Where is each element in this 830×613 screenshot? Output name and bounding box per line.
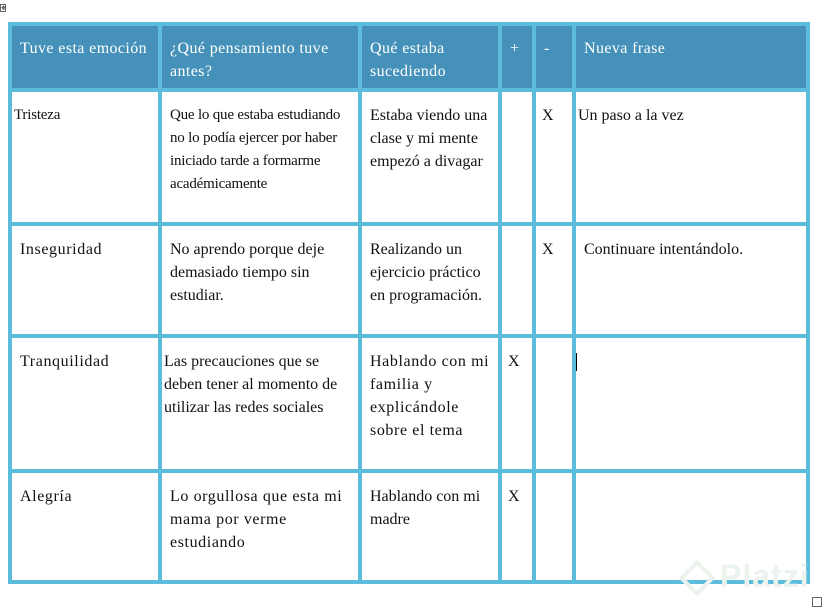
header-situation-text: Qué estaba sucediendo — [370, 40, 446, 80]
plus-mark: X — [508, 488, 520, 505]
emotion-text: Alegría — [20, 488, 73, 505]
cell-minus[interactable] — [534, 336, 574, 471]
header-new-phrase[interactable] — [574, 24, 808, 90]
cell-plus[interactable] — [500, 471, 534, 582]
minus-mark — [536, 473, 572, 485]
cell-new-phrase[interactable] — [574, 90, 808, 224]
cell-new-phrase[interactable] — [574, 336, 808, 471]
cell-thought[interactable] — [160, 471, 360, 582]
emotion-thought-table — [8, 22, 810, 584]
header-plus-text: + — [510, 40, 520, 57]
cell-plus[interactable] — [500, 224, 534, 336]
table-resize-handle[interactable] — [812, 597, 822, 607]
table-move-handle[interactable]: ✥ — [1, 5, 7, 12]
plus-mark: X — [508, 353, 520, 370]
thought-text: Lo orgullosa que esta mi mama por verme estudiando — [170, 488, 343, 551]
cell-minus[interactable] — [534, 90, 574, 224]
plus-mark — [502, 92, 532, 104]
emotion-text: Tristeza — [14, 107, 61, 123]
header-thought-text: ¿Qué pensamiento tuve antes? — [170, 40, 329, 80]
cell-emotion[interactable] — [10, 336, 160, 471]
new-phrase-text — [576, 473, 806, 485]
cell-thought[interactable] — [160, 224, 360, 336]
thought-text: Las precauciones que se deben tener al momento de utilizar las redes sociales — [164, 353, 338, 416]
table-row — [10, 336, 808, 471]
emotion-text: Inseguridad — [20, 241, 103, 258]
header-minus[interactable] — [534, 24, 574, 90]
table-row — [10, 224, 808, 336]
cell-emotion[interactable] — [10, 224, 160, 336]
emotion-text: Tranquilidad — [20, 353, 110, 370]
cell-thought[interactable] — [160, 90, 360, 224]
platzi-watermark — [684, 558, 810, 595]
platzi-logo-icon — [679, 560, 716, 597]
minus-mark — [536, 338, 572, 350]
new-phrase-text — [576, 338, 806, 350]
header-plus[interactable] — [500, 24, 534, 90]
text-cursor — [576, 353, 577, 371]
cell-situation[interactable] — [360, 471, 500, 582]
cell-situation[interactable] — [360, 224, 500, 336]
situation-text: Estaba viendo una clase y mi mente empezó a divagar — [370, 107, 488, 170]
cell-situation[interactable] — [360, 90, 500, 224]
header-new-phrase-text: Nueva frase — [584, 40, 666, 57]
header-situation[interactable] — [360, 24, 500, 90]
minus-mark: X — [542, 241, 554, 258]
cell-situation[interactable] — [360, 336, 500, 471]
cell-plus[interactable] — [500, 90, 534, 224]
situation-text: Realizando un ejercicio práctico en programación. — [370, 241, 482, 304]
minus-mark: X — [542, 107, 554, 124]
header-emotion-text: Tuve esta emoción — [20, 40, 148, 57]
watermark-text: Platzi — [720, 558, 810, 594]
cell-thought[interactable] — [160, 336, 360, 471]
header-row — [10, 24, 808, 90]
header-minus-text: - — [544, 40, 550, 57]
thought-text: No aprendo porque deje demasiado tiempo sin estudiar. — [170, 241, 325, 304]
situation-text: Hablando con mi madre — [370, 488, 481, 528]
header-emotion[interactable] — [10, 24, 160, 90]
cell-plus[interactable] — [500, 336, 534, 471]
cell-minus[interactable] — [534, 471, 574, 582]
cell-emotion[interactable] — [10, 471, 160, 582]
cell-new-phrase[interactable] — [574, 224, 808, 336]
new-phrase-text: Un paso a la vez — [578, 107, 684, 124]
table-row — [10, 90, 808, 224]
plus-mark — [502, 226, 532, 238]
thought-text: Que lo que estaba estudiando no lo podía ejercer por haber iniciado tarde a formarme académicamente — [170, 107, 341, 192]
new-phrase-text: Continuare intentándolo. — [584, 241, 744, 258]
header-thought[interactable] — [160, 24, 360, 90]
situation-text: Hablando con mi familia y explicándole sobre el tema — [370, 353, 490, 439]
cell-minus[interactable] — [534, 224, 574, 336]
cell-emotion[interactable] — [10, 90, 160, 224]
